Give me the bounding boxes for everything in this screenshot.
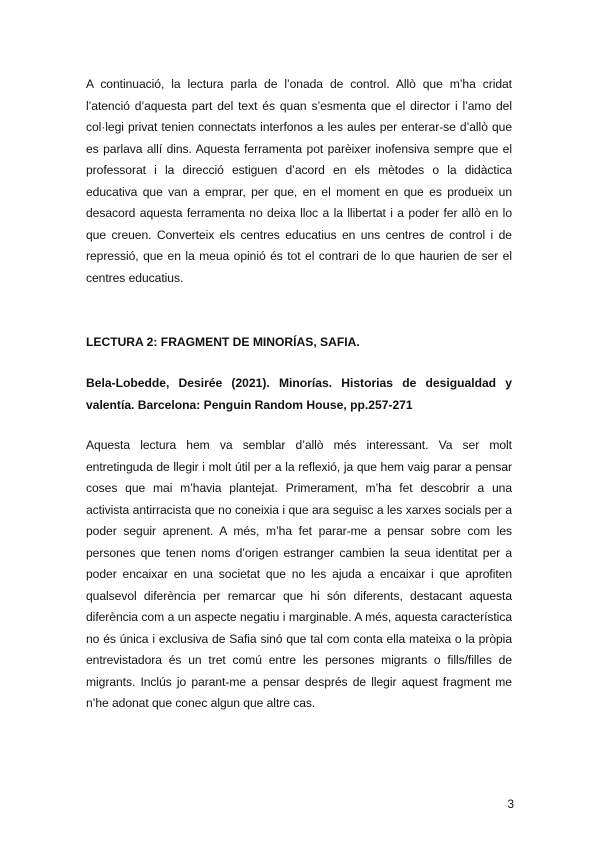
page-number: 3 <box>507 797 514 811</box>
section-heading: LECTURA 2: FRAGMENT DE MINORÍAS, SAFIA. <box>86 335 360 349</box>
bibliographic-citation: Bela-Lobedde, Desirée (2021). Minorías. Historias de desigualdad y valentía. Barcelona: Penguin Random House, pp.257-271 <box>86 376 512 412</box>
body-paragraph-2: Aquesta lectura hem va semblar d’allò més interessant. Va ser molt entretinguda de llegir i molt útil per a la reflexió, ja que hem vaig parar a pensar coses que mai m’havia plantejat. Primerament, m’ha fet descobrir a una activista antirracista que no coneixia i que ara seguisc a les xarxes socials per a poder seguir aprenent. A més, m’ha fet parar-me a pensar sobre com les persones que tenen noms d’origen estranger cambien la seua identitat per a poder encaixar en una societat que no les ajuda a encaixar i que aprofiten qualsevol diferència per remarcar que hi són diferents, destacant aquesta diferència com a un aspecte negatiu i marginable. A més, aquesta característica no és única i exclusiva de Safia sinó que tal com conta ella mateixa o la pròpia entrevistadora és un tret comú entre les persones migrants o fills/filles de migrants. Inclús jo parant-me a pensar després de llegir aquest fragment me n’he adonat que conec algun que altre cas. <box>86 438 512 710</box>
body-paragraph-1: A continuació, la lectura parla de l’onada de control. Allò que m’ha cridat l’atenció d’aquesta part del text és quan s’esmenta que el director i l’amo del col·legi privat tenien connectats interfonos a les aules per enterar-se d’allò que es parlava allí dins. Aquesta ferramenta pot parèixer inofensiva sempre que el professorat i la direcció estiguen d’acord en els mètodes o la didàctica educativa que van a emprar, per que, en el moment en que es produeix un desacord aquesta ferramenta no deixa lloc a la llibertat i a poder fer allò en lo que creuen. Converteix els centres educatius en uns centres de control i de repressió, que en la meua opinió és tot el contrari de lo que haurien de ser el centres educatius. <box>86 77 512 285</box>
